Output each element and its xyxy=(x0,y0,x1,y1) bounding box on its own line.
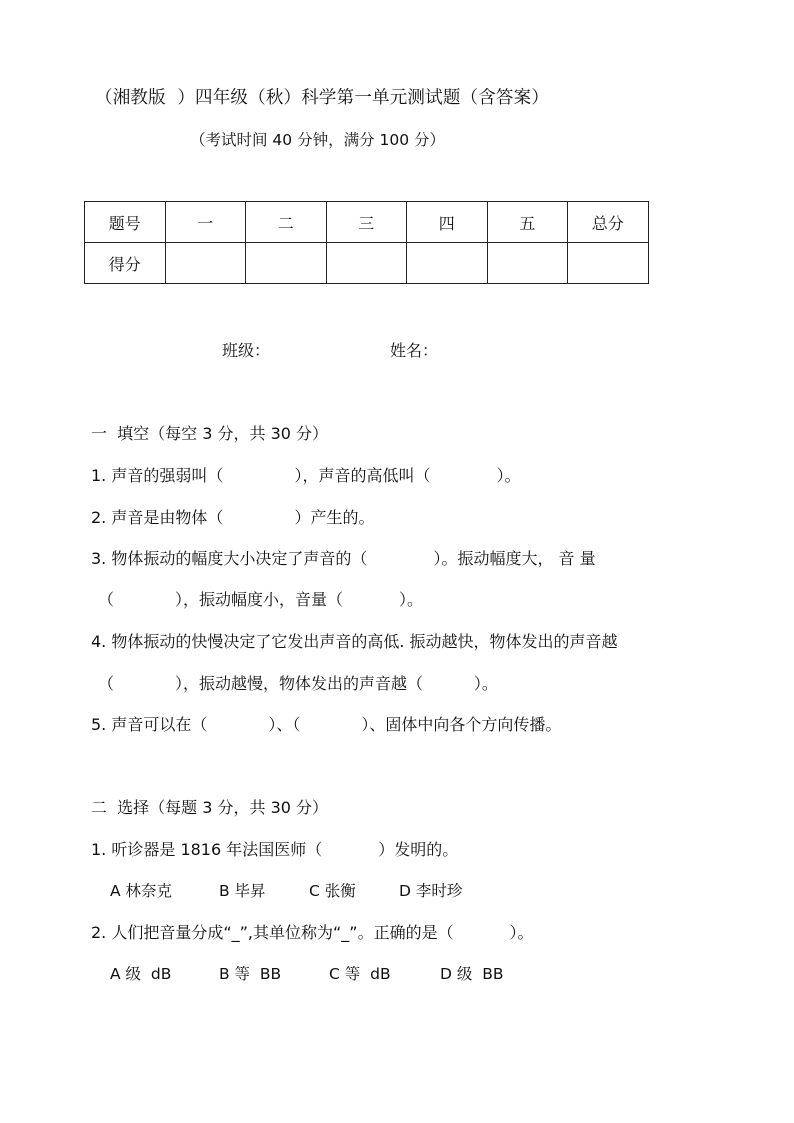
question-fill-3-line2: （ ），振动幅度小，音量（ ）。 xyxy=(98,590,423,609)
table-cell: 五 xyxy=(487,202,568,243)
score-table xyxy=(84,201,649,284)
option-1c: C 张衡 xyxy=(309,882,356,900)
table-cell: 二 xyxy=(246,202,327,243)
option-2c: C 等 dB xyxy=(329,965,391,983)
table-cell: 得分 xyxy=(85,243,166,284)
table-cell: 总分 xyxy=(568,202,649,243)
table-cell: 一 xyxy=(165,202,246,243)
exam-subtitle: （考试时间 40 分钟，满分 100 分） xyxy=(190,131,446,149)
question-fill-5: 5. 声音可以在（ ）、（ ）、固体中向各个方向传播。 xyxy=(91,715,562,734)
option-2a: A 级 dB xyxy=(110,965,172,983)
score-cell[interactable] xyxy=(165,243,246,284)
question-fill-4-line2: （ ），振动越慢，物体发出的声音越（ ）。 xyxy=(98,674,498,693)
name-label: 姓名： xyxy=(390,341,439,360)
score-cell[interactable] xyxy=(568,243,649,284)
question-fill-4-line1: 4. 物体振动的快慢决定了它发出声音的高低. 振动越快，物体发出的声音越 xyxy=(91,632,618,651)
option-1d: D 李时珍 xyxy=(399,882,463,900)
question-fill-3-line1: 3. 物体振动的幅度大小决定了声音的（ ）。振动幅度大， 音 量 xyxy=(91,549,596,568)
table-row xyxy=(85,202,649,243)
table-cell: 题号 xyxy=(85,202,166,243)
option-1b: B 毕昇 xyxy=(219,882,266,900)
question-choice-1: 1. 听诊器是 1816 年法国医师（ ）发明的。 xyxy=(91,840,459,859)
option-2b: B 等 BB xyxy=(219,965,282,983)
score-cell[interactable] xyxy=(487,243,568,284)
section-heading-fill: 一 填空（每空 3 分，共 30 分） xyxy=(91,424,329,443)
section-heading-choice: 二 选择（每题 3 分，共 30 分） xyxy=(91,798,329,817)
score-cell[interactable] xyxy=(407,243,488,284)
class-label: 班级： xyxy=(222,341,271,360)
question-fill-1: 1. 声音的强弱叫（ ），声音的高低叫（ ）。 xyxy=(91,466,521,485)
option-2d: D 级 BB xyxy=(440,965,504,983)
exam-title: （湘教版 ）四年级（秋）科学第一单元测试题（含答案） xyxy=(95,88,550,108)
question-fill-2: 2. 声音是由物体（ ）产生的。 xyxy=(91,508,375,527)
score-cell[interactable] xyxy=(326,243,407,284)
option-1a: A 林奈克 xyxy=(110,882,173,900)
table-cell: 三 xyxy=(326,202,407,243)
score-cell[interactable] xyxy=(246,243,327,284)
table-row xyxy=(85,243,649,284)
table-cell: 四 xyxy=(407,202,488,243)
question-choice-2: 2. 人们把音量分成“_”,其单位称为“_”。正确的是（ ）。 xyxy=(91,923,534,942)
